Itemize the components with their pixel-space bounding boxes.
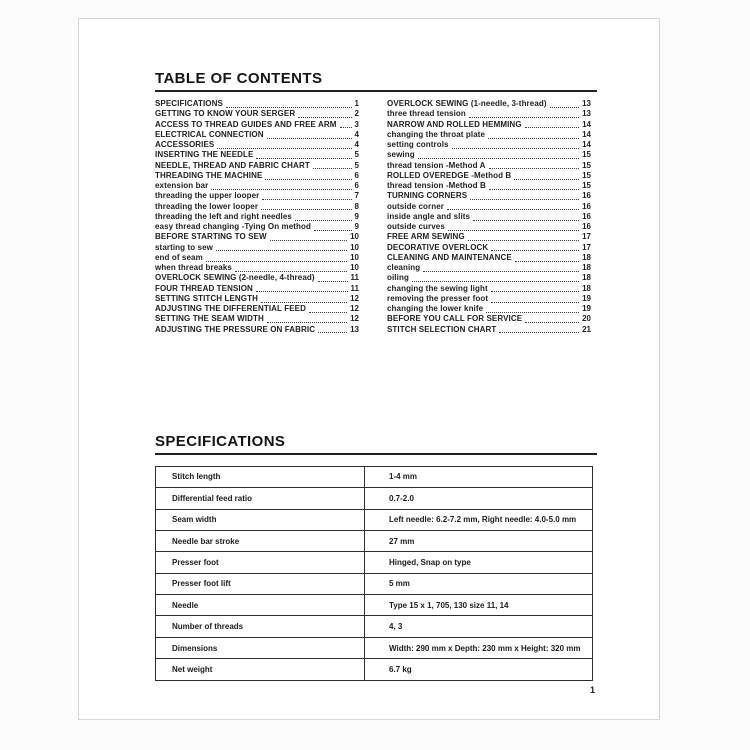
- spec-label-cell: Differential feed ratio: [156, 488, 365, 509]
- dot-leader: [514, 172, 579, 180]
- dot-leader: [256, 284, 348, 292]
- toc-entry: [387, 99, 591, 109]
- dot-leader: [262, 192, 351, 200]
- spec-value-cell: 27 mm: [365, 530, 593, 551]
- toc-entry-page: 12: [350, 293, 359, 303]
- table-row: [156, 530, 593, 551]
- toc-entry: [387, 243, 591, 253]
- spec-value-cell: 4, 3: [365, 616, 593, 637]
- toc-entry: [155, 130, 359, 140]
- toc-left-column: [155, 99, 359, 335]
- toc-entry: [387, 325, 591, 335]
- spec-label-cell: Stitch length: [156, 466, 365, 487]
- table-row: [156, 573, 593, 594]
- toc-entry: [387, 263, 591, 273]
- dot-leader: [418, 151, 579, 159]
- toc-entry-label: GETTING TO KNOW YOUR SERGER: [155, 109, 296, 119]
- toc-entry-label: starting to sew: [155, 242, 213, 252]
- toc-entry-page: 10: [350, 252, 359, 262]
- toc-entry-page: 3: [354, 119, 359, 129]
- toc-entry-label: BEFORE YOU CALL FOR SERVICE: [387, 314, 523, 324]
- table-row: [156, 466, 593, 487]
- toc-entry-page: 13: [350, 324, 359, 334]
- toc-entry-label: SETTING STITCH LENGTH: [155, 293, 258, 303]
- dot-leader: [423, 264, 579, 272]
- page-content: [155, 71, 597, 681]
- toc-entry-label: STITCH SELECTION CHART: [387, 324, 497, 334]
- dot-leader: [447, 202, 579, 210]
- toc-entry-page: 18: [582, 273, 591, 283]
- toc-section: [155, 71, 597, 335]
- toc-entry: [155, 273, 359, 283]
- specifications-heading: SPECIFICATIONS: [155, 434, 597, 455]
- toc-entry: [155, 212, 359, 222]
- toc-entry-page: 18: [582, 283, 591, 293]
- toc-entry-page: 5: [354, 150, 359, 160]
- table-row: [156, 659, 593, 680]
- spec-value-cell: 5 mm: [365, 573, 593, 594]
- specifications-section: [155, 434, 597, 681]
- dot-leader: [265, 172, 351, 180]
- spec-label-cell: Presser foot lift: [156, 573, 365, 594]
- table-row: [156, 552, 593, 573]
- toc-entry: [387, 161, 591, 171]
- toc-entry-page: 4: [354, 129, 359, 139]
- toc-entry-label: ROLLED OVEREDGE -Method B: [387, 170, 512, 180]
- toc-entry-label: threading the left and right needles: [155, 211, 292, 221]
- dot-leader: [295, 213, 352, 221]
- toc-entry-label: ACCESSORIES: [155, 140, 215, 149]
- toc-entry-label: setting controls: [387, 140, 449, 149]
- dot-leader: [412, 274, 579, 282]
- spec-value-cell: Width: 290 mm x Depth: 230 mm x Height: 320 mm: [365, 637, 593, 658]
- toc-entry-page: 14: [582, 129, 591, 139]
- toc-entry-label: extension bar: [155, 181, 209, 190]
- toc-entry: [155, 140, 359, 150]
- toc-entry-label: ADJUSTING THE DIFFERENTIAL FEED: [155, 304, 306, 313]
- dot-leader: [318, 274, 348, 282]
- toc-entry: [387, 232, 591, 242]
- toc-entry-label: sewing: [387, 150, 415, 160]
- dot-leader: [452, 141, 579, 149]
- toc-entry: [155, 150, 359, 160]
- dot-leader: [267, 315, 347, 323]
- dot-leader: [256, 151, 351, 159]
- toc-entry-page: 8: [354, 201, 359, 211]
- toc-entry-label: outside corner: [387, 201, 444, 211]
- dot-leader: [491, 243, 579, 251]
- dot-leader: [491, 284, 579, 292]
- toc-entry-label: OVERLOCK SEWING (1-needle, 3-thread): [387, 99, 547, 108]
- toc-entry-label: DECORATIVE OVERLOCK: [387, 242, 489, 252]
- toc-entry-label: CLEANING AND MAINTENANCE: [387, 252, 512, 262]
- toc-entry-page: 16: [582, 211, 591, 221]
- toc-entry: [155, 222, 359, 232]
- toc-entry: [155, 243, 359, 253]
- toc-entry: [387, 253, 591, 263]
- dot-leader: [211, 182, 351, 190]
- toc-entry: [387, 314, 591, 324]
- toc-entry: [387, 284, 591, 294]
- page-number: 1: [589, 685, 595, 695]
- spec-label-cell: Presser foot: [156, 552, 365, 573]
- toc-entry-page: 14: [582, 140, 591, 149]
- toc-entry-label: changing the sewing light: [387, 283, 488, 293]
- toc-entry-page: 15: [582, 160, 591, 170]
- toc-heading: TABLE OF CONTENTS: [155, 71, 597, 92]
- dot-leader: [525, 120, 579, 128]
- dot-leader: [267, 131, 352, 139]
- dot-leader: [313, 161, 352, 169]
- toc-entry: [387, 294, 591, 304]
- spec-value-cell: Type 15 x 1, 705, 130 size 11, 14: [365, 595, 593, 616]
- table-row: [156, 509, 593, 530]
- toc-entry-page: 16: [582, 191, 591, 201]
- toc-entry: [155, 120, 359, 130]
- toc-entry: [387, 150, 591, 160]
- toc-entry-page: 18: [582, 263, 591, 272]
- dot-leader: [469, 110, 579, 118]
- toc-entry: [155, 284, 359, 294]
- table-row: [156, 637, 593, 658]
- toc-entry: [387, 191, 591, 201]
- toc-entry-page: 5: [354, 160, 359, 170]
- toc-entry: [155, 314, 359, 324]
- spec-label-cell: Needle bar stroke: [156, 530, 365, 551]
- toc-entry-label: when thread breaks: [155, 263, 232, 272]
- toc-entry: [387, 222, 591, 232]
- dot-leader: [550, 100, 579, 108]
- dot-leader: [217, 141, 351, 149]
- spec-value-cell: Left needle: 6.2-7.2 mm, Right needle: 4.0-5.0 mm: [365, 509, 593, 530]
- toc-entry-label: changing the throat plate: [387, 129, 486, 139]
- toc-entry-label: thread tension -Method A: [387, 160, 486, 170]
- toc-entry: [155, 171, 359, 181]
- table-of-contents: [155, 99, 591, 335]
- toc-entry-label: THREADING THE MACHINE: [155, 170, 263, 180]
- dot-leader: [270, 233, 347, 241]
- toc-entry: [155, 304, 359, 314]
- toc-entry: [155, 161, 359, 171]
- toc-entry: [387, 171, 591, 181]
- toc-entry: [155, 109, 359, 119]
- table-row: [156, 595, 593, 616]
- spec-label-cell: Seam width: [156, 509, 365, 530]
- dot-leader: [261, 202, 351, 210]
- dot-leader: [261, 295, 347, 303]
- toc-entry-page: 17: [582, 242, 591, 252]
- dot-leader: [318, 325, 347, 333]
- dot-leader: [314, 223, 352, 231]
- dot-leader: [488, 131, 579, 139]
- spec-value-cell: 6.7 kg: [365, 659, 593, 680]
- toc-entry-page: 20: [582, 314, 591, 324]
- dot-leader: [235, 264, 347, 272]
- toc-entry: [155, 263, 359, 273]
- toc-entry-label: inside angle and slits: [387, 211, 471, 221]
- toc-entry-page: 10: [350, 242, 359, 252]
- toc-entry-label: changing the lower knife: [387, 304, 484, 313]
- toc-entry-label: end of seam: [155, 252, 203, 262]
- toc-entry-page: 15: [582, 181, 591, 190]
- dot-leader: [298, 110, 351, 118]
- toc-entry: [387, 120, 591, 130]
- toc-entry: [387, 109, 591, 119]
- toc-entry-label: ADJUSTING THE PRESSURE ON FABRIC: [155, 324, 316, 334]
- toc-entry: [387, 304, 591, 314]
- toc-entry: [387, 130, 591, 140]
- specifications-table: [155, 466, 593, 681]
- toc-entry: [155, 181, 359, 191]
- toc-entry-page: 2: [354, 109, 359, 119]
- toc-entry-page: 18: [582, 252, 591, 262]
- toc-entry: [155, 325, 359, 335]
- toc-entry-page: 21: [582, 324, 591, 334]
- toc-entry-page: 6: [354, 181, 359, 190]
- dot-leader: [216, 243, 347, 251]
- toc-entry-label: SPECIFICATIONS: [155, 99, 223, 108]
- toc-entry-label: threading the lower looper: [155, 201, 259, 211]
- toc-entry-label: ELECTRICAL CONNECTION: [155, 129, 264, 139]
- toc-entry-label: OVERLOCK SEWING (2-needle, 4-thread): [155, 273, 315, 283]
- toc-entry-page: 16: [582, 201, 591, 211]
- spec-label-cell: Net weight: [156, 659, 365, 680]
- toc-entry-label: oiling: [387, 273, 409, 283]
- toc-entry-page: 16: [582, 222, 591, 231]
- toc-entry-label: threading the upper looper: [155, 191, 260, 201]
- toc-entry-page: 12: [350, 304, 359, 313]
- dot-leader: [489, 161, 580, 169]
- toc-entry: [155, 253, 359, 263]
- toc-right-column: [387, 99, 591, 335]
- toc-entry-page: 13: [582, 99, 591, 108]
- toc-entry: [155, 232, 359, 242]
- toc-entry-page: 15: [582, 170, 591, 180]
- toc-entry-page: 1: [354, 99, 359, 108]
- toc-entry-page: 19: [582, 304, 591, 313]
- toc-entry-page: 9: [354, 211, 359, 221]
- dot-leader: [226, 100, 352, 108]
- spec-label-cell: Number of threads: [156, 616, 365, 637]
- toc-entry-page: 7: [354, 191, 359, 201]
- toc-entry-page: 10: [350, 232, 359, 242]
- toc-entry-page: 6: [354, 170, 359, 180]
- toc-entry-label: three thread tension: [387, 109, 466, 119]
- dot-leader: [468, 233, 579, 241]
- toc-entry-page: 13: [582, 109, 591, 119]
- toc-entry-page: 15: [582, 150, 591, 160]
- toc-entry: [155, 294, 359, 304]
- toc-entry-page: 12: [350, 314, 359, 324]
- toc-entry-label: outside curves: [387, 222, 445, 231]
- paper-sheet: [78, 18, 660, 720]
- toc-entry-label: SETTING THE SEAM WIDTH: [155, 314, 264, 324]
- toc-entry-label: easy thread changing -Tying On method: [155, 222, 312, 231]
- toc-entry: [155, 99, 359, 109]
- toc-entry: [387, 181, 591, 191]
- dot-leader: [525, 315, 579, 323]
- dot-leader: [473, 213, 579, 221]
- dot-leader: [309, 305, 347, 313]
- toc-entry-label: cleaning: [387, 263, 421, 272]
- spec-value-cell: 1-4 mm: [365, 466, 593, 487]
- toc-entry: [387, 202, 591, 212]
- dot-leader: [515, 254, 579, 262]
- toc-entry-label: INSERTING THE NEEDLE: [155, 150, 254, 160]
- spec-label-cell: Needle: [156, 595, 365, 616]
- toc-entry: [155, 202, 359, 212]
- dot-leader: [470, 192, 579, 200]
- toc-entry-label: FREE ARM SEWING: [387, 232, 465, 242]
- toc-entry-page: 11: [350, 273, 359, 283]
- table-row: [156, 616, 593, 637]
- toc-entry-label: thread tension -Method B: [387, 181, 486, 190]
- toc-entry-label: BEFORE STARTING TO SEW: [155, 232, 267, 242]
- toc-entry-label: TURNING CORNERS: [387, 191, 468, 201]
- toc-entry-label: FOUR THREAD TENSION: [155, 283, 253, 293]
- toc-entry-page: 19: [582, 293, 591, 303]
- dot-leader: [486, 305, 579, 313]
- dot-leader: [340, 120, 352, 128]
- dot-leader: [206, 254, 347, 262]
- dot-leader: [491, 295, 579, 303]
- toc-entry-label: ACCESS TO THREAD GUIDES AND FREE ARM: [155, 119, 337, 129]
- dot-leader: [448, 223, 579, 231]
- toc-entry: [155, 191, 359, 201]
- toc-entry-page: 17: [582, 232, 591, 242]
- dot-leader: [489, 182, 579, 190]
- dot-leader: [499, 325, 579, 333]
- toc-entry: [387, 212, 591, 222]
- toc-entry-page: 10: [350, 263, 359, 272]
- spec-label-cell: Dimensions: [156, 637, 365, 658]
- toc-entry-label: removing the presser foot: [387, 293, 489, 303]
- toc-entry-page: 14: [582, 119, 591, 129]
- toc-entry-page: 11: [350, 283, 359, 293]
- table-row: [156, 488, 593, 509]
- spec-value-cell: Hinged, Snap on type: [365, 552, 593, 573]
- toc-entry: [387, 273, 591, 283]
- toc-entry-label: NEEDLE, THREAD AND FABRIC CHART: [155, 160, 310, 170]
- toc-entry-page: 9: [354, 222, 359, 231]
- toc-entry-page: 4: [354, 140, 359, 149]
- toc-entry-label: NARROW AND ROLLED HEMMING: [387, 119, 522, 129]
- toc-entry: [387, 140, 591, 150]
- spec-value-cell: 0.7-2.0: [365, 488, 593, 509]
